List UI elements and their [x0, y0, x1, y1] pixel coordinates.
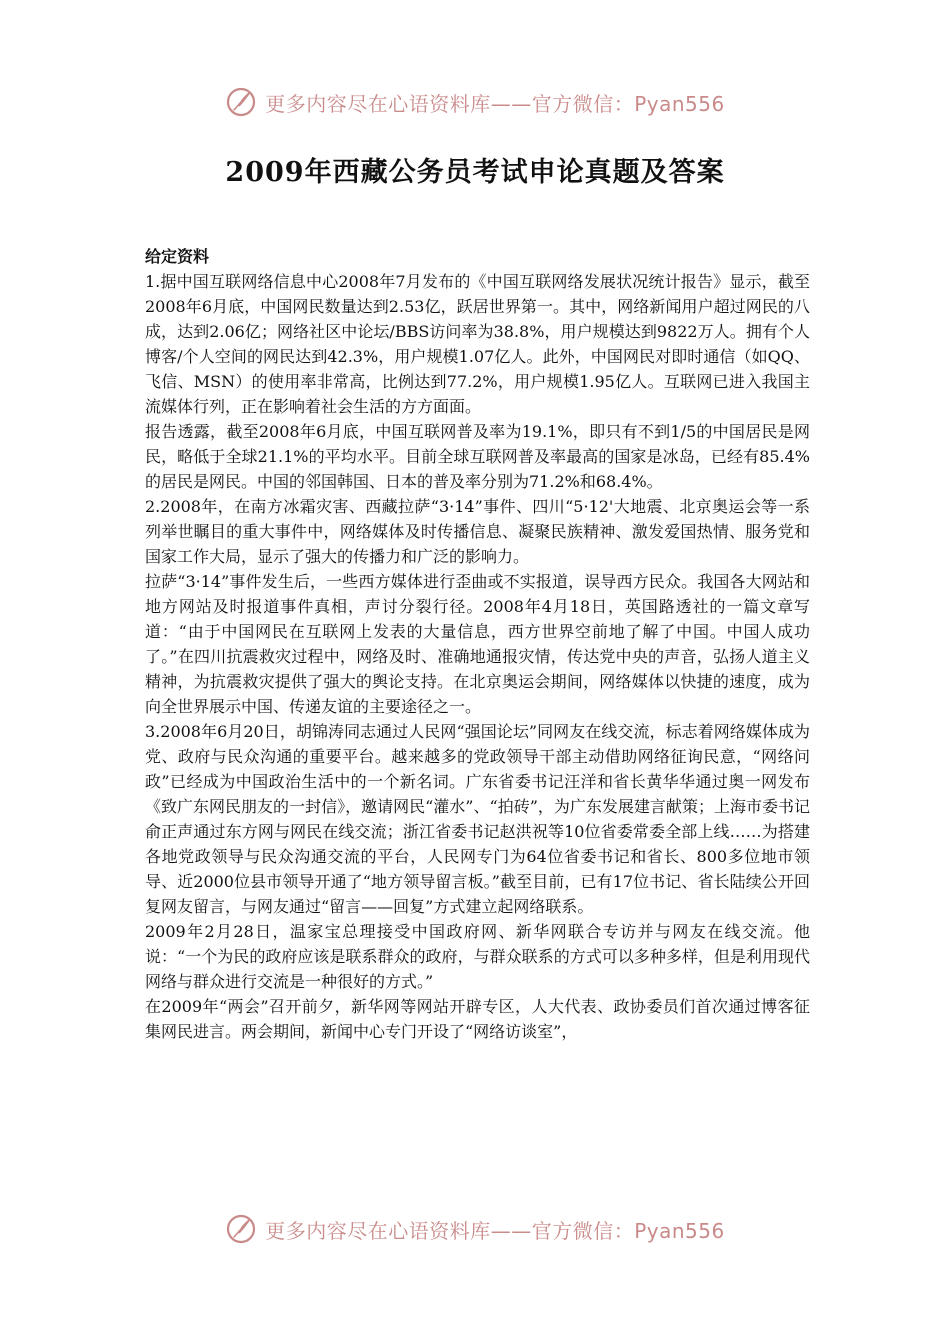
watermark-banner-top [0, 82, 950, 122]
quill-logo-icon [225, 86, 257, 118]
watermark-banner-bottom [0, 1209, 950, 1249]
watermark-text: 更多内容尽在心语资料库——官方微信：Pyan556 [265, 1218, 725, 1243]
paragraph-1: 1.据中国互联网络信息中心2008年7月发布的《中国互联网络发展状况统计报告》显示，截至2008年6月底，中国网民数量达到2.53亿，跃居世界第一。其中，网络新闻用户超过网民的八成，达到2.06亿；网络社区中论坛/BBS访问率为38.8%，用户规模达到9822万人。拥有个人博客/个人空间的网民达到42.3%，用户规模1.07亿人。此外，中国网民对即时通信（如QQ、飞信、MSN）的使用率非常高，比例达到77.2%，用户规模1.95亿人。互联网已进入我国主流媒体行列，正在影响着社会生活的方方面面。 [145, 272, 810, 416]
quill-logo-icon [225, 1213, 257, 1245]
paragraph-5: 3.2008年6月20日，胡锦涛同志通过人民网“强国论坛”同网友在线交流，标志着网络媒体成为党、政府与民众沟通的重要平台。越来越多的党政领导干部主动借助网络征询民意，“网络问政”已经成为中国政治生活中的一个新名词。广东省委书记汪洋和省长黄华华通过奥一网发布《致广东网民朋友的一封信》，邀请网民“灌水”、“拍砖”，为广东发展建言献策；上海市委书记俞正声通过东方网与网民在线交流；浙江省委书记赵洪祝等10位省委常委全部上线……为搭建各地党政领导与民众沟通交流的平台，人民网专门为64位省委书记和省长、800多位地市领导、近2000位县市领导开通了“地方领导留言板。”截至目前，已有17位书记、省长陆续公开回复网友留言，与网友通过“留言——回复”方式建立起网络联系。 [145, 722, 810, 916]
section-heading: 给定资料 [145, 247, 210, 266]
document-title: 2009年西藏公务员考试申论真题及答案 [225, 157, 725, 188]
paragraph-2: 报告透露，截至2008年6月底，中国互联网普及率为19.1%，即只有不到1/5的中国居民是网民，略低于全球21.1%的平均水平。目前全球互联网普及率最高的国家是冰岛，已经有85.4%的居民是网民。中国的邻国韩国、日本的普及率分别为71.2%和68.4%。 [145, 422, 810, 491]
paragraph-4: 拉萨“3·14”事件发生后，一些西方媒体进行歪曲或不实报道，误导西方民众。我国各大网站和地方网站及时报道事件真相，声讨分裂行径。2008年4月18日，英国路透社的一篇文章写道：“由于中国网民在互联网上发表的大量信息，西方世界空前地了解了中国。中国人成功了。”在四川抗震救灾过程中，网络及时、准确地通报灾情，传达党中央的声音，弘扬人道主义精神，为抗震救灾提供了强大的舆论支持。在北京奥运会期间，网络媒体以快捷的速度，成为向全世界展示中国、传递友谊的主要途径之一。 [145, 572, 810, 716]
document-body [145, 244, 810, 1044]
watermark-text: 更多内容尽在心语资料库——官方微信：Pyan556 [265, 91, 725, 116]
paragraph-3: 2.2008年，在南方冰霜灾害、西藏拉萨“3·14”事件、四川“5·12'大地震、北京奥运会等一系列举世瞩目的重大事件中，网络媒体及时传播信息、凝聚民族精神、激发爱国热情、服务党和国家工作大局，显示了强大的传播力和广泛的影响力。 [145, 497, 810, 566]
paragraph-6: 2009年2月28日，温家宝总理接受中国政府网、新华网联合专访并与网友在线交流。他说：“一个为民的政府应该是联系群众的政府，与群众联系的方式可以多种多样，但是利用现代网络与群众进行交流是一种很好的方式。” [145, 922, 810, 991]
paragraph-7: 在2009年“两会”召开前夕，新华网等网站开辟专区，人大代表、政协委员们首次通过博客征集网民进言。两会期间，新闻中心专门开设了“网络访谈室”， [145, 997, 810, 1041]
